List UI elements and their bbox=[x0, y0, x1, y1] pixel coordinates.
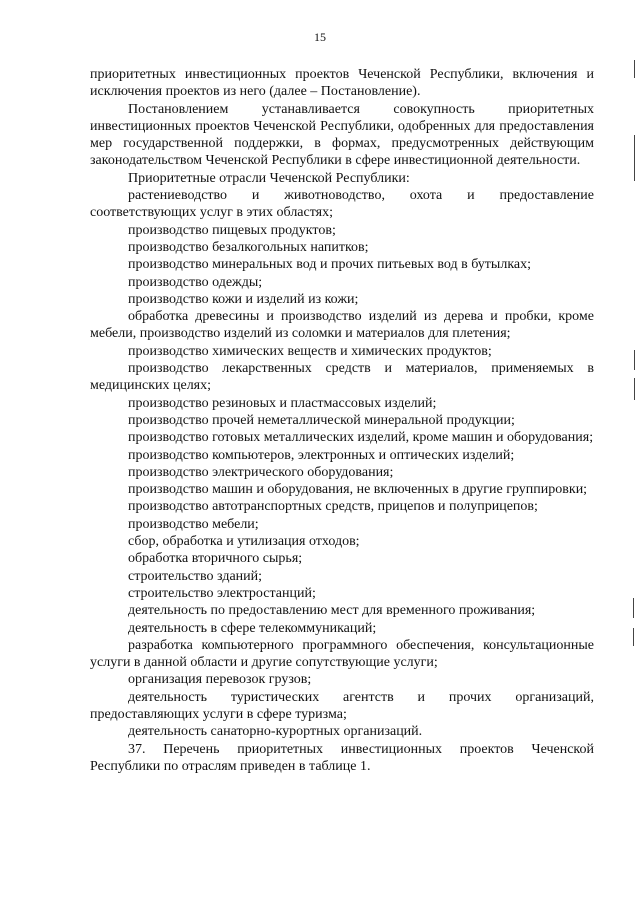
paragraph: приоритетных инвестиционных проектов Чеченской Республики, включения и исключения проектов из него (далее – Постановление). bbox=[90, 67, 594, 100]
list-item: строительство зданий; bbox=[128, 568, 263, 584]
list-item: производство минеральных вод и прочих питьевых вод в бутылках; bbox=[128, 257, 532, 273]
list-item: обработка древесины и производство изделий из дерева и пробки, кроме мебели, производство изделий из соломки и материалов для плетения; bbox=[90, 309, 594, 342]
list-item: деятельность туристических агентств и прочих организаций, предоставляющих услуги в сфере туризма; bbox=[90, 689, 594, 722]
scan-mark bbox=[634, 135, 635, 181]
list-item: производство одежды; bbox=[128, 274, 263, 290]
list-item: производство кожи и изделий из кожи; bbox=[128, 291, 359, 307]
list-item: производство мебели; bbox=[128, 516, 259, 532]
list-item: сбор, обработка и утилизация отходов; bbox=[128, 534, 360, 550]
scan-mark bbox=[633, 628, 634, 646]
list-item: производство лекарственных средств и материалов, применяемых в медицинских целях; bbox=[90, 361, 594, 394]
list-item: производство химических веществ и химических продуктов; bbox=[128, 343, 492, 359]
list-item: разработка компьютерного программного обеспечения, консультационные услуги в данной области и другие сопутствующие услуги; bbox=[90, 637, 594, 671]
list-item: организация перевозок грузов; bbox=[128, 672, 312, 688]
list-item: производство машин и оборудования, не включенных в другие группировки; bbox=[128, 482, 588, 498]
list-item: производство электрического оборудования; bbox=[128, 464, 394, 480]
list-item: производство прочей неметаллической минеральной продукции; bbox=[128, 412, 515, 428]
list-item: деятельность санаторно-курортных организаций. bbox=[128, 724, 423, 740]
scan-mark bbox=[634, 378, 635, 400]
paragraph: Постановлением устанавливается совокупность приоритетных инвестиционных проектов Чеченской Республики, одобренных для предоставления мер государственной поддержки, в формах, предусмотренных действующим законодательством Чеченской Республики в сфере инвестиционной деятельности. bbox=[90, 101, 594, 169]
list-item: растениеводство и животноводство, охота и предоставление соответствующих услуг в этих областях; bbox=[90, 188, 594, 221]
paragraph: 37. Перечень приоритетных инвестиционных проектов Чеченской Республики по отраслям приведен в таблице 1. bbox=[90, 741, 594, 774]
list-item: обработка вторичного сырья; bbox=[128, 551, 303, 567]
scan-mark bbox=[633, 598, 634, 618]
document-body bbox=[90, 66, 594, 775]
list-item: строительство электростанций; bbox=[128, 585, 316, 601]
paragraph: Приоритетные отрасли Чеченской Республики: bbox=[128, 170, 410, 186]
page-number: 15 bbox=[314, 30, 326, 44]
list-item: производство автотранспортных средств, прицепов и полуприцепов; bbox=[128, 499, 538, 515]
list-item: производство пищевых продуктов; bbox=[128, 222, 336, 238]
scan-mark bbox=[634, 350, 635, 370]
list-item: производство безалкогольных напитков; bbox=[128, 239, 369, 255]
list-item: деятельность в сфере телекоммуникаций; bbox=[128, 620, 377, 636]
list-item: производство готовых металлических изделий, кроме машин и оборудования; bbox=[128, 430, 594, 446]
list-item: деятельность по предоставлению мест для временного проживания; bbox=[128, 603, 536, 619]
list-item: производство компьютеров, электронных и оптических изделий; bbox=[128, 447, 515, 463]
scan-mark bbox=[634, 60, 635, 78]
list-item: производство резиновых и пластмассовых изделий; bbox=[128, 395, 437, 411]
